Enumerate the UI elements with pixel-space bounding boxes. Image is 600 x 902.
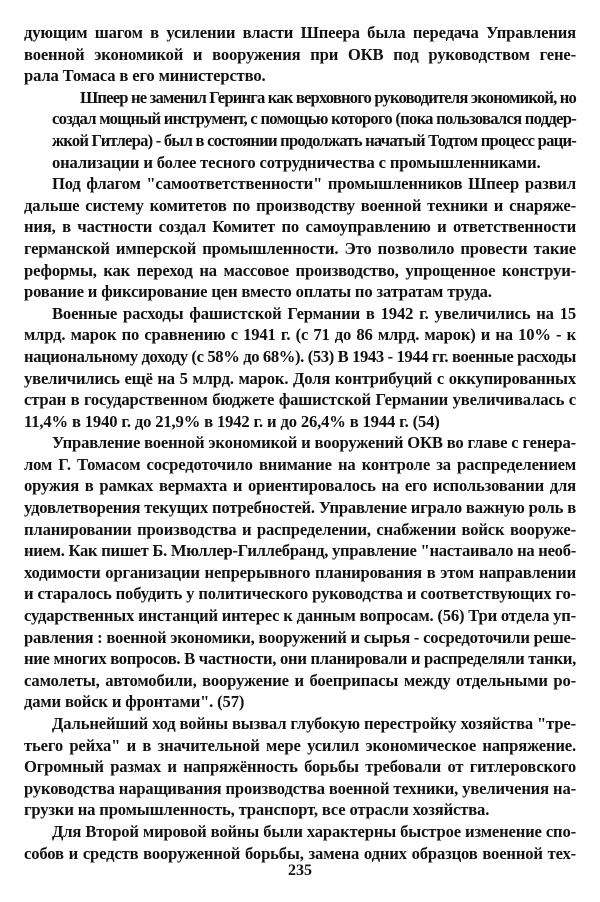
text-line: рала Томаса в его министерство. — [24, 66, 266, 86]
text-line: создал мощный инструмент, с помощью которого (пока пользовался поддер- — [52, 109, 576, 129]
text-line: ние многих вопросов. В частности, они планировали и распределяли танки, — [24, 649, 576, 669]
text-line: удовлетворения текущих потребностей. Управление играло важную роль в — [24, 498, 576, 518]
page-number: 235 — [288, 862, 312, 879]
text-line: планировании производства и распределении, снабжении войск вооруже- — [24, 519, 576, 539]
text-line: увеличились ещё на 5 млрд. марок. Доля контрибуций с оккупированных — [24, 368, 576, 388]
text-line: Управление военной экономикой и вооружений ОКВ во главе с генера- — [52, 433, 576, 453]
text-line: национальному доходу (с 58% до 68%). (53) В 1943 - 1944 гг. военные расходы — [24, 346, 576, 366]
text-line: руководства наращивания производства военной техники, увеличения на- — [24, 778, 576, 798]
text-line: военной экономикой и вооружения при ОКВ под руководством гене- — [24, 44, 576, 64]
paragraph-5 — [24, 432, 576, 713]
text-line: ходимости организации непрерывного планирования в этом направлении — [24, 562, 576, 582]
text-line: оружия в рамках вермахта и ориентировалось на его использовании для — [24, 476, 576, 496]
text-line: равления : военной экономики, вооружений и сырья - сосредоточили реше- — [24, 627, 576, 647]
text-line: рование и фиксирование цен вместо оплаты по затратам труда. — [24, 282, 492, 302]
text-line: Дальнейший ход войны вызвал глубокую перестройку хозяйства "тре- — [52, 714, 576, 733]
text-line: жкой Гитлера) - был в состоянии продолжать начатый Тодтом процесс раци- — [52, 130, 576, 150]
paragraph-1 — [24, 22, 576, 87]
text-line: Военные расходы фашистской Германии в 1942 г. увеличились на 15 — [52, 303, 576, 323]
text-line: реформы, как переход на массовое производство, упрощенное конструи- — [24, 260, 576, 280]
text-line: Огромный размах и напряжённость борьбы требовали от гитлеровского — [24, 757, 576, 777]
text-line: лом Г. Томасом сосредоточило внимание на контроле за распределением — [24, 454, 576, 474]
text-line: Для Второй мировой войны были характерны быстрое изменение спо- — [52, 821, 576, 841]
page-body — [24, 22, 576, 864]
text-line: 11,4% в 1940 г. до 21,9% в 1942 г. и до 26,4% в 1944 г. (54) — [24, 411, 440, 431]
text-line: дами войск и фронтами". (57) — [24, 692, 245, 712]
text-line: сударственных инстанций интерес к данным вопросам. (56) Три отдела уп- — [24, 606, 576, 626]
text-line: самолеты, автомобили, вооружение и боеприпасы между отдельными ро- — [24, 670, 576, 690]
paragraph-3 — [24, 173, 576, 303]
text-line: млрд. марок по сравнению с 1941 г. (с 71 до 86 млрд. марок) и на 10% - к — [24, 325, 576, 345]
text-line: и старалось побудить у политического руководства и соответствующих го- — [24, 584, 576, 604]
paragraph-4 — [24, 303, 576, 433]
text-line: тьего рейха" и в значительной мере усилил экономическое напряжение. — [24, 735, 576, 755]
text-line: онализации и более тесного сотрудничества с промышленниками. — [52, 152, 541, 172]
text-line: германской имперской промышленности. Это позволило провести такие — [24, 238, 576, 258]
text-line: Под флагом "самоответственности" промышленников Шпеер развил — [52, 174, 576, 194]
text-line: нием. Как пишет Б. Мюллер-Гиллебранд, управление "настаивало на необ- — [24, 541, 577, 561]
text-line: стран в государственном бюджете фашистской Германии увеличивалась с — [24, 390, 576, 410]
text-line: дующим шагом в усилении власти Шпеера была передача Управления — [24, 23, 576, 42]
text-line: собов и средств вооруженной борьбы, замена одних образцов военной тех- — [24, 843, 576, 863]
paragraph-6 — [24, 713, 576, 821]
text-line: грузки на промышленность, транспорт, все отрасли хозяйства. — [24, 800, 490, 820]
paragraph-2 — [24, 87, 576, 173]
paragraph-7 — [24, 821, 576, 864]
text-line: дальше систему комитетов по производству военной техники и снаряже- — [24, 195, 576, 215]
text-line: ния, в частности создал Комитет по самоуправлению и ответственности — [24, 217, 576, 237]
text-line: Шпеер не заменил Геринга как верховного руководителя экономикой, но — [80, 87, 576, 107]
